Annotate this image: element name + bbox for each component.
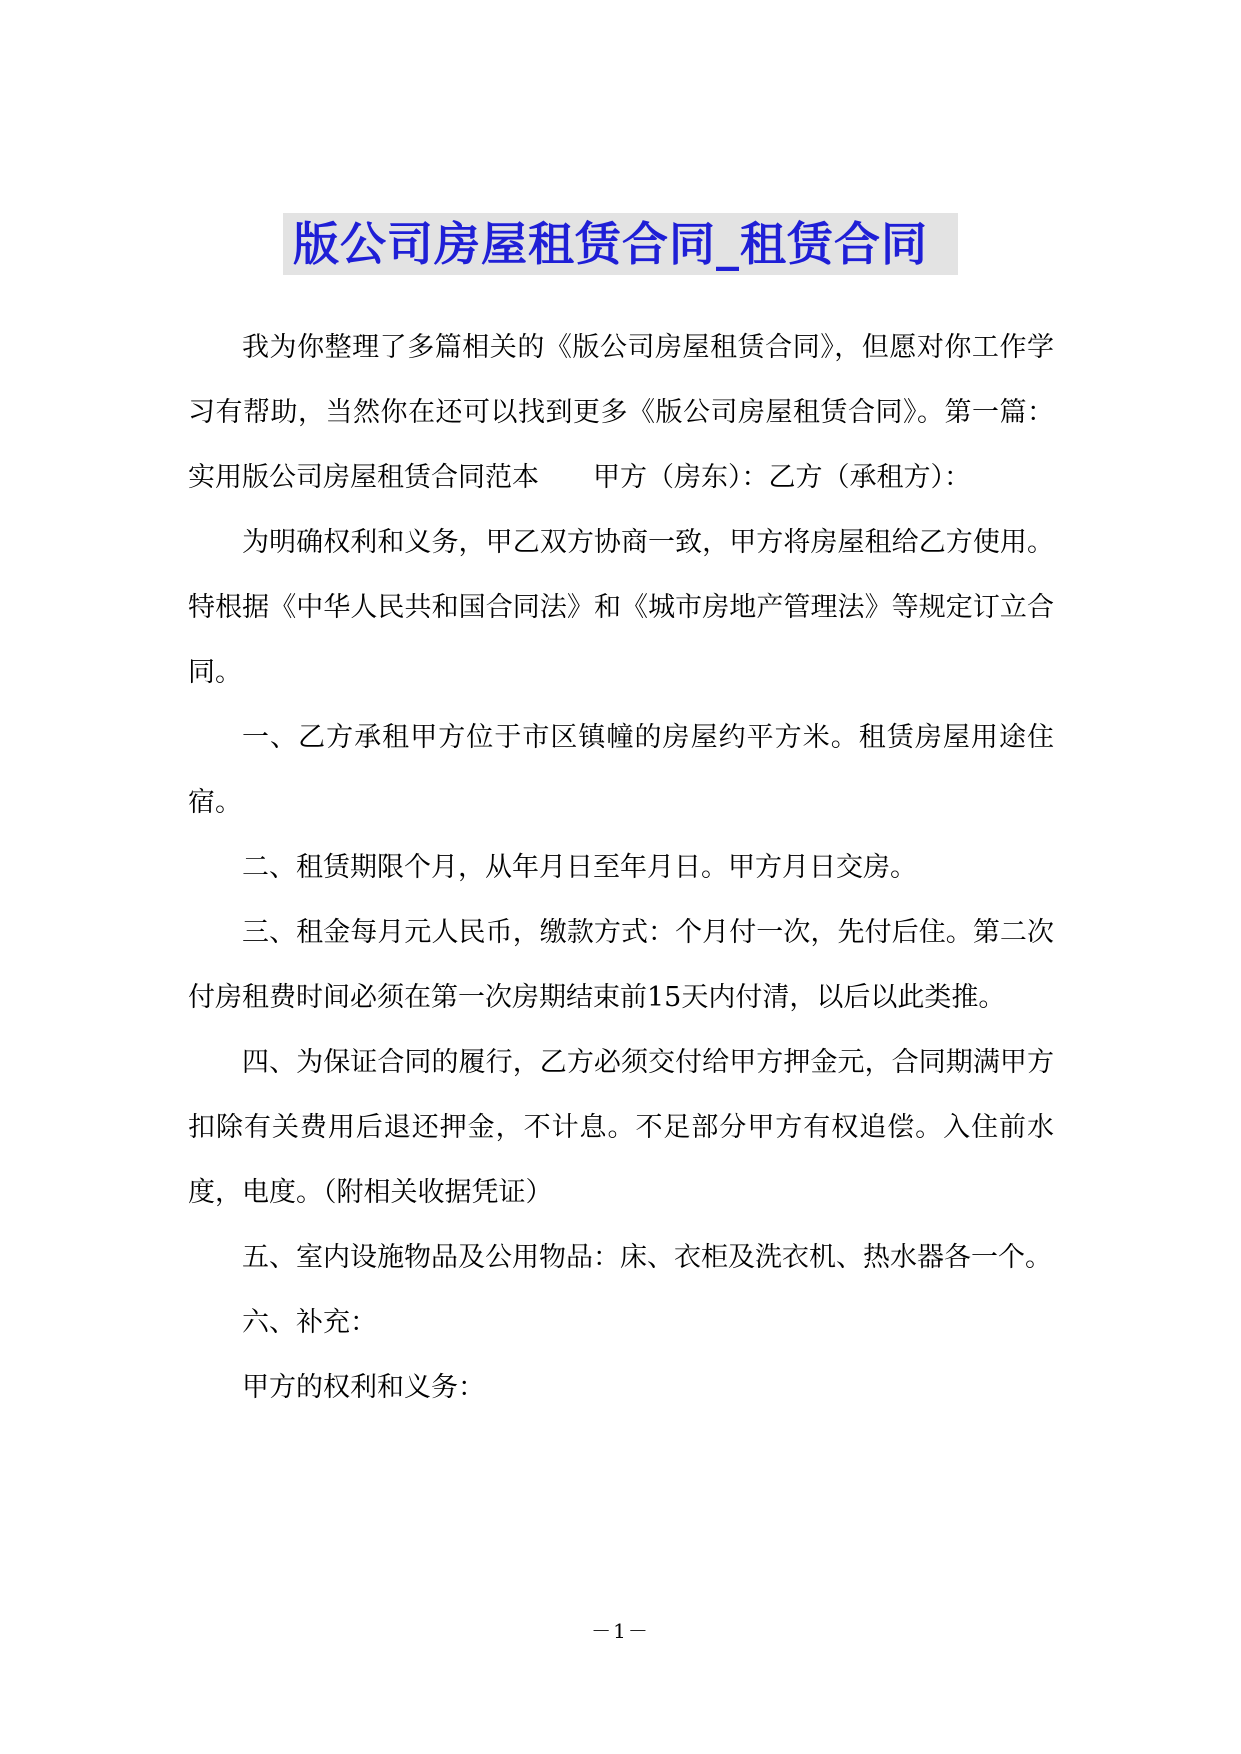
title-container xyxy=(0,213,1241,275)
paragraph-clause-5: 五、室内设施物品及公用物品：床、衣柜及洗衣机、热水器各一个。 xyxy=(242,1242,1052,1273)
paragraph-clause-2: 二、租赁期限个月，从年月日至年月日。甲方月日交房。 xyxy=(242,852,917,883)
page-number: －1－ xyxy=(591,1619,650,1643)
document-title: 版公司房屋租赁合同_租赁合同 xyxy=(283,213,958,275)
paragraph-clause-3: 三、租金每月元人民币，缴款方式：个月付一次，先付后住。第二次付房租费时间必须在第一次房期结束前15天内付清，以后以此类推。 xyxy=(188,917,1054,1013)
paragraph-clause-4: 四、为保证合同的履行，乙方必须交付给甲方押金元，合同期满甲方扣除有关费用后退还押金，不计息。不足部分甲方有权追偿。入住前水度，电度。（附相关收据凭证） xyxy=(188,1047,1054,1208)
paragraph-clause-1: 一、乙方承租甲方位于市区镇幢的房屋约平方米。租赁房屋用途住宿。 xyxy=(188,722,1054,818)
paragraph-clause-6: 六、补充： xyxy=(242,1307,377,1338)
paragraph-party-a-rights: 甲方的权利和义务： xyxy=(242,1372,485,1403)
paragraph-purpose: 为明确权利和义务，甲乙双方协商一致，甲方将房屋租给乙方使用。特根据《中华人民共和国合同法》和《城市房地产管理法》等规定订立合同。 xyxy=(188,527,1054,688)
document-body xyxy=(188,315,1054,1420)
paragraph-intro: 我为你整理了多篇相关的《版公司房屋租赁合同》，但愿对你工作学习有帮助，当然你在还可以找到更多《版公司房屋租赁合同》。第一篇：实用版公司房屋租赁合同范本 甲方（房东）：乙方（承租方）： xyxy=(188,332,1054,493)
